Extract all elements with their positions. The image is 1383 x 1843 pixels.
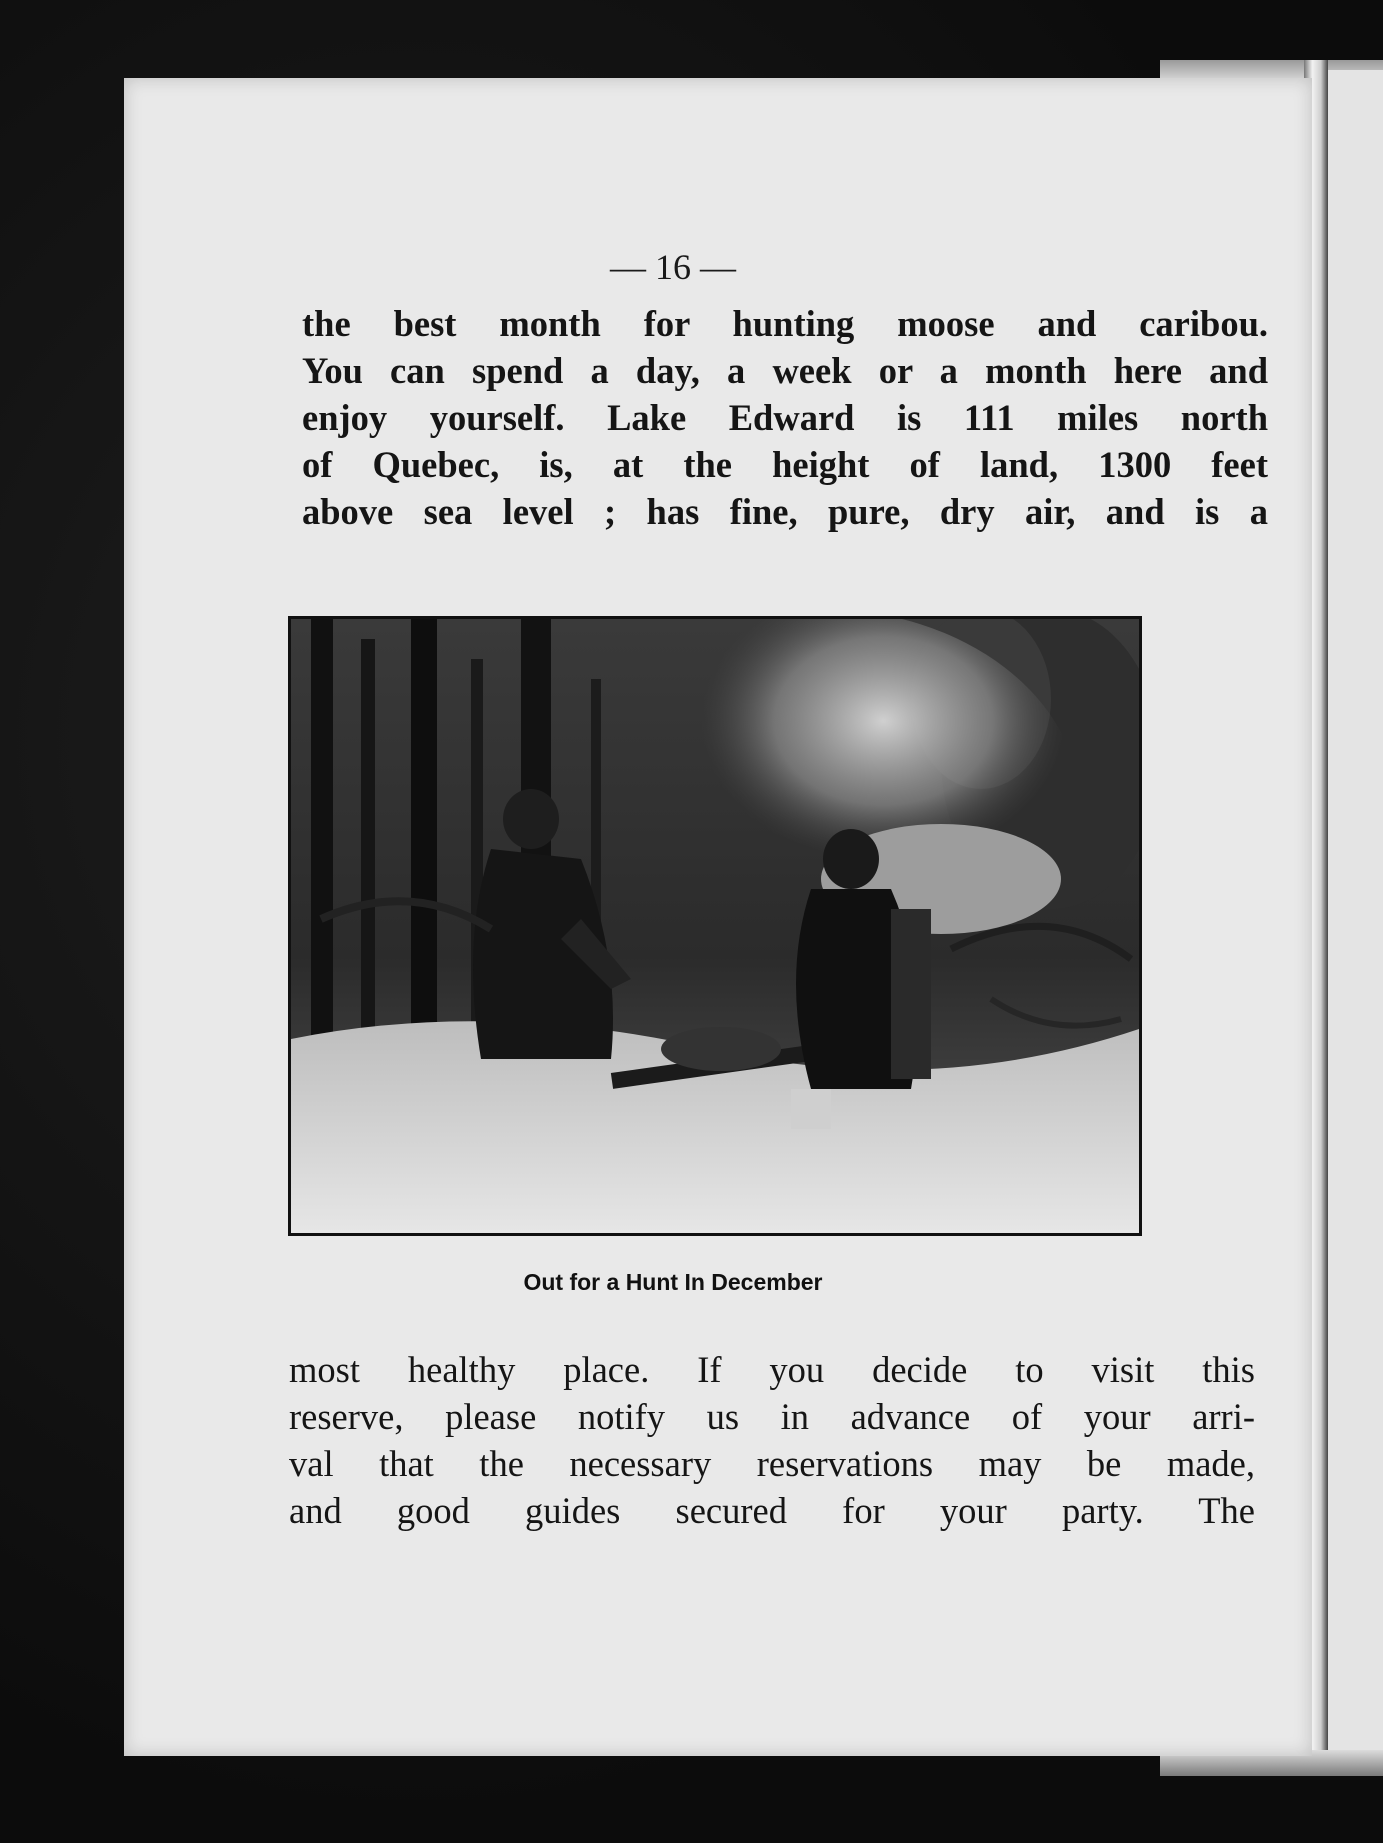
text-line: You can spend a day, a week or a month here and (302, 350, 1268, 391)
text-line: enjoy yourself. Lake Edward is 111 miles north (302, 397, 1268, 438)
paragraph-top (302, 300, 1268, 535)
text-line: reserve, please notify us in advance of your arri- (289, 1396, 1255, 1437)
facing-page-edge (1328, 70, 1383, 1760)
page-number: — 16 — (610, 247, 736, 287)
text-line: most healthy place. If you decide to visit this (289, 1349, 1255, 1390)
text-line: and good guides secured for your party. The (289, 1490, 1255, 1531)
book-page (124, 78, 1312, 1756)
text-line: of Quebec, is, at the height of land, 1300 feet (302, 444, 1268, 485)
winter-campfire-photo (288, 616, 1142, 1236)
paragraph-bottom (289, 1346, 1255, 1534)
text-line: above sea level ; has fine, pure, dry air, and is a (302, 491, 1268, 532)
text-line: the best month for hunting moose and caribou. (302, 303, 1268, 344)
text-line: val that the necessary reservations may be made, (289, 1443, 1255, 1484)
figure-caption: Out for a Hunt In December (523, 1269, 823, 1295)
photo-illustration (291, 619, 1139, 1233)
